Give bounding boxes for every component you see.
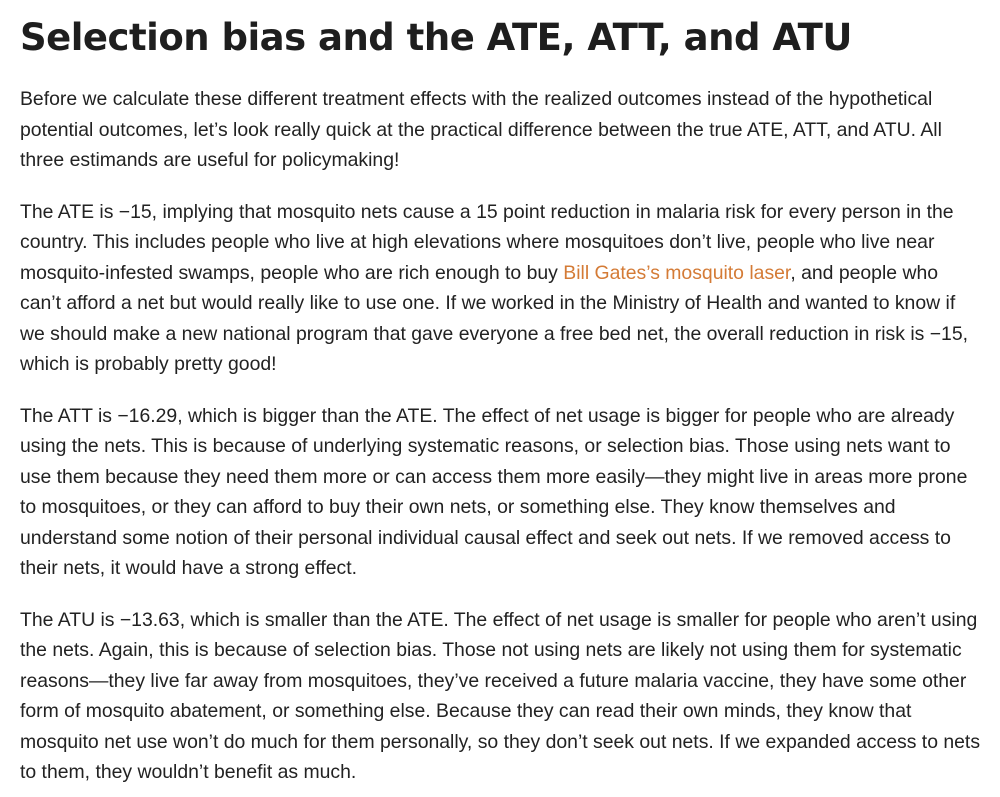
paragraph-ate-text-before: The ATE is −15, implying that mosquito nets cause a 15 point reduction in malaria risk for every person in the country. This includes people who live at high elevations where mosquitoes don’t live, people who live near mosquito-infested swamps, people who are rich enough to buy <box>20 200 954 284</box>
paragraph-att: The ATT is −16.29, which is bigger than the ATE. The effect of net usage is bigger for people who are already using the nets. This is because of underlying systematic reasons, or selection bias. Those using nets want to use them because they need them more or can access them more easily—they might live in areas more prone to mosquitoes, or they can afford to buy their own nets, or something else. They know themselves and understand some notion of their personal individual causal effect and seek out nets. If we removed access to their nets, it would have a strong effect. <box>20 404 968 579</box>
paragraph-ate-text-after: , and people who can’t afford a net but would really like to use one. If we worked in the Ministry of Health and wanted to know if we should make a new national program that gave everyone a free bed net, the overall reduction in risk is −15, which is probably pretty good! <box>20 261 969 375</box>
paragraph-ate <box>20 197 982 380</box>
paragraph-intro: Before we calculate these different treatment effects with the realized outcomes instead of the hypothetical potential outcomes, let’s look really quick at the practical difference between the true ATE, ATT, and ATU. All three estimands are useful for policymaking! <box>20 88 942 171</box>
section-heading: Selection bias and the ATE, ATT, and ATU <box>20 16 852 59</box>
mosquito-laser-link[interactable]: Bill Gates’s mosquito laser <box>563 261 791 284</box>
paragraph-atu: The ATU is −13.63, which is smaller than the ATE. The effect of net usage is smaller for people who aren’t using the nets. Again, this is because of selection bias. Those not using nets are likely not using them for systematic reasons—they live far away from mosquitoes, they’ve received a future malaria vaccine, they have some other form of mosquito abatement, or something else. Because they can read their own minds, they know that mosquito net use won’t do much for them personally, so they don’t seek out nets. If we expanded access to nets to them, they wouldn’t benefit as much. <box>20 608 981 783</box>
